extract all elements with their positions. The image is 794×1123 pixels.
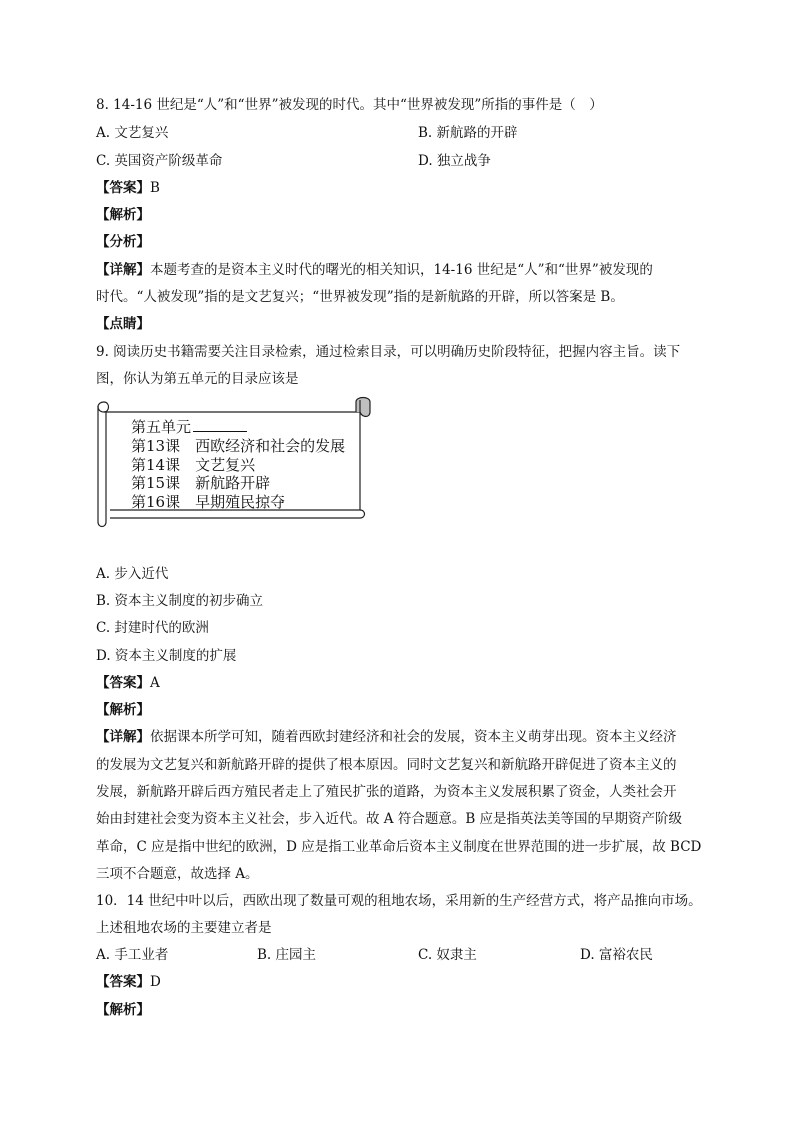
q8-answer: B <box>150 180 160 196</box>
q9-detail-line-1 <box>96 728 677 746</box>
q9-answer: A <box>150 675 160 691</box>
q10-answer: D <box>150 974 161 990</box>
q10-analysis-tag: 【解析】 <box>96 1002 150 1018</box>
q8-answer-line <box>96 179 160 197</box>
q9-answer-line <box>96 674 160 692</box>
scroll-lesson-13: 第13课 西欧经济和社会的发展 <box>131 437 346 455</box>
q8-detail-line-1 <box>96 261 653 279</box>
q9-detail-text-1: 依据课本所学可知，随着西欧封建经济和社会的发展，资本主义萌芽出现。资本主义经济 <box>150 729 677 745</box>
q9-option-b: B. 资本主义制度的初步确立 <box>96 593 264 609</box>
q10-answer-line <box>96 973 161 991</box>
q9-detail-line-6: 三项不合题意，故选择 A。 <box>96 866 259 882</box>
answer-tag: 【答案】 <box>96 180 150 196</box>
q8-option-a: A. 文艺复兴 <box>96 125 169 141</box>
q8-dianjing-tag: 【点睛】 <box>96 316 150 332</box>
q8-stem: 8. 14-16 世纪是“人”和“世界”被发现的时代。其中“世界被发现”所指的事件是（ ） <box>96 97 603 113</box>
answer-tag: 【答案】 <box>96 675 150 691</box>
scroll-unit-title <box>131 418 247 436</box>
answer-tag: 【答案】 <box>96 974 150 990</box>
q8-option-c: C. 英国资产阶级革命 <box>96 153 223 169</box>
q9-option-c: C. 封建时代的欧洲 <box>96 620 209 636</box>
q9-detail-line-4: 始由封建社会变为资本主义社会，步入近代。故 A 符合题意。B 应是指英法美等国的早期资产阶级 <box>96 811 683 827</box>
q10-option-b: B. 庄园主 <box>257 947 317 963</box>
scroll-blank <box>193 419 247 432</box>
q10-stem-line-1: 10．14 世纪中叶以后，西欧出现了数量可观的租地农场，采用新的生产经营方式，将产品推向市场。 <box>96 893 702 909</box>
q9-option-d: D. 资本主义制度的扩展 <box>96 648 237 664</box>
q9-detail-line-2: 的发展为文艺复兴和新航路开辟的提供了根本原因。同时文艺复兴和新航路开辟促进了资本主义的 <box>96 757 677 773</box>
q10-option-a: A. 手工业者 <box>96 947 169 963</box>
scroll-lesson-15: 第15课 新航路开辟 <box>131 474 271 492</box>
q9-stem-line-1: 9. 阅读历史书籍需要关注目录检索，通过检索目录，可以明确历史阶段特征，把握内容主旨。读下 <box>96 344 681 360</box>
q8-detail-text-1: 本题考查的是资本主义时代的曙光的相关知识，14-16 世纪是“人”和“世界”被发现的 <box>150 262 653 278</box>
q10-stem-line-2: 上述租地农场的主要建立者是 <box>96 920 272 936</box>
scroll-unit-label: 第五单元 <box>131 418 192 436</box>
detail-tag: 【详解】 <box>96 262 150 278</box>
q9-option-a: A. 步入近代 <box>96 566 169 582</box>
q9-detail-line-5: 革命，C 应是指中世纪的欧洲，D 应是指工业革命后资本主义制度在世界范围的进一步扩展，故 BCD <box>96 839 702 855</box>
q9-stem-line-2: 图，你认为第五单元的目录应该是 <box>96 371 299 387</box>
scroll-lesson-16: 第16课 早期殖民掠夺 <box>131 493 286 511</box>
q8-option-d: D. 独立战争 <box>418 153 491 169</box>
q9-analysis-tag: 【解析】 <box>96 702 150 718</box>
scroll-lesson-14: 第14课 文艺复兴 <box>131 456 256 474</box>
q8-fenxi-tag: 【分析】 <box>96 234 150 250</box>
q8-detail-line-2: 时代。“人被发现”指的是文艺复兴；“世界被发现”指的是新航路的开辟，所以答案是 B。 <box>96 289 624 305</box>
q8-analysis-tag: 【解析】 <box>96 207 150 223</box>
q10-option-d: D. 富裕农民 <box>580 947 653 963</box>
q10-option-c: C. 奴隶主 <box>418 947 477 963</box>
q8-option-b: B. 新航路的开辟 <box>418 125 518 141</box>
q9-detail-line-3: 发展，新航路开辟后西方殖民者走上了殖民扩张的道路，为资本主义发展积累了资金，人类社会开 <box>96 784 677 800</box>
detail-tag: 【详解】 <box>96 729 150 745</box>
